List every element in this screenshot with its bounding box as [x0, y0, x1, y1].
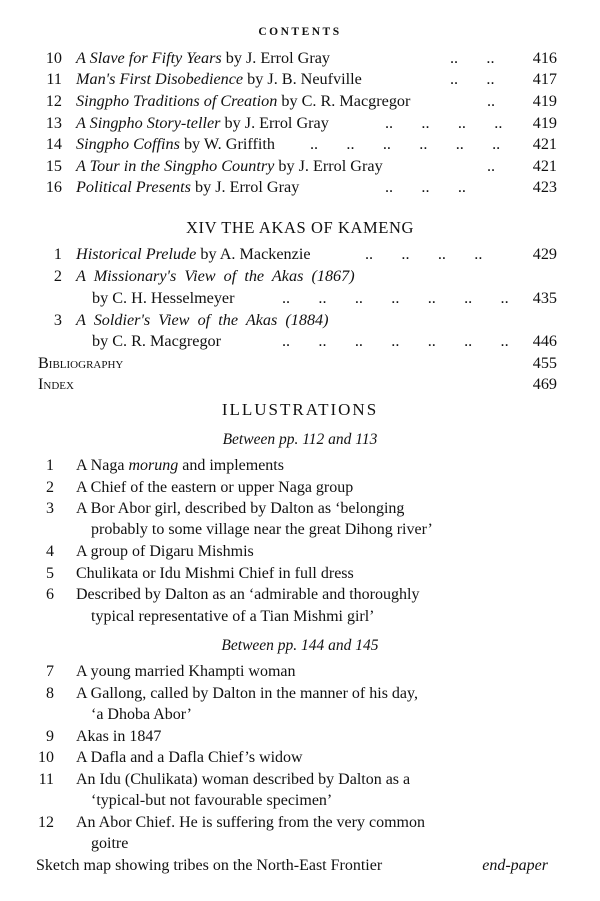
entry-page: 446: [532, 332, 557, 350]
illustration-item: [0, 726, 600, 748]
contents-entry: [0, 47, 600, 69]
leader-dots: .. .. ..: [385, 178, 466, 196]
entry-page: 417: [532, 70, 557, 88]
item-text: A group of Digaru Mishmis: [76, 543, 254, 560]
end-paper-label: end-paper: [482, 857, 548, 874]
entry-author: by J. Errol Gray: [220, 114, 329, 132]
item-text: Chulikata or Idu Mishmi Chief in full dress: [76, 565, 354, 582]
item-text: An Abor Chief. He is suffering from the very common: [76, 814, 425, 831]
contents-entry: [0, 243, 600, 265]
entry-page: 419: [532, 92, 557, 110]
item-number: 10: [38, 749, 54, 766]
entry-title: A Slave for Fifty Years: [76, 49, 222, 67]
entry-page: 416: [532, 49, 557, 67]
entry-author: by J. Errol Gray: [274, 157, 383, 175]
entry-title: Man's First Disobedience: [76, 70, 244, 88]
item-number: 7: [46, 663, 54, 680]
item-number: 2: [46, 479, 54, 496]
item-text: A Naga: [76, 457, 129, 474]
index-entry: [0, 373, 600, 395]
entry-page: 429: [532, 245, 557, 263]
item-number: 11: [38, 771, 54, 788]
item-text: A Chief of the eastern or upper Naga group: [76, 479, 354, 496]
entry-page: 421: [532, 157, 557, 175]
leader-dots: .. .. .. .. .. ..: [310, 135, 501, 153]
entry-author: by C. R. Macgregor: [92, 332, 222, 350]
leader-dots: .. .. .. .. .. .. ..: [282, 289, 509, 307]
item-number: 9: [46, 728, 54, 745]
illustration-item-continued: [0, 704, 600, 726]
bibliography-entry: [0, 352, 600, 374]
entry-author: by C. H. Hesselmeyer: [92, 289, 235, 307]
item-text: A Gallong, called by Dalton in the manner of his day,: [76, 685, 418, 702]
entry-page: 435: [532, 289, 557, 307]
index-label: Index: [38, 375, 74, 393]
contents-entry: [0, 112, 600, 134]
entry-title: Political Presents: [76, 178, 191, 196]
item-text: goitre: [91, 835, 129, 852]
entry-number: 16: [45, 178, 62, 196]
contents-entry: [0, 309, 600, 331]
leader-dots: ..: [487, 157, 496, 175]
entry-number: 14: [45, 135, 62, 153]
illustration-item: [0, 769, 600, 791]
item-text: and implements: [178, 457, 284, 474]
illustration-item: [0, 747, 600, 769]
entry-number: 1: [53, 245, 62, 263]
leader-dots: .. .. .. ..: [365, 245, 483, 263]
entry-title: Singpho Traditions of Creation: [76, 92, 278, 110]
illustration-item-continued: [0, 519, 600, 541]
bibliography-label: Bibliography: [38, 354, 124, 372]
entry-page: 469: [532, 375, 557, 393]
leader-dots: .. ..: [450, 49, 495, 67]
entry-title: Historical Prelude: [76, 245, 197, 263]
contents-entry: [0, 265, 600, 287]
contents-entry: [0, 90, 600, 112]
item-number: 6: [46, 586, 54, 603]
illustration-item-continued: [0, 606, 600, 628]
item-number: 4: [46, 543, 54, 560]
illustration-item-continued: [0, 833, 600, 855]
entry-page: 455: [532, 354, 557, 372]
entry-number: 15: [45, 157, 62, 175]
contents-entry: [0, 176, 600, 198]
contents-entry-continued: [0, 330, 600, 352]
illustrations-group-label: Between pp. 144 and 145: [221, 637, 379, 654]
leader-dots: ..: [487, 92, 496, 110]
item-text: typical representative of a Tian Mishmi girl’: [91, 608, 375, 625]
item-number: 8: [46, 685, 54, 702]
entry-number: 13: [45, 114, 62, 132]
leader-dots: .. ..: [450, 70, 495, 88]
illustration-item-continued: [0, 790, 600, 812]
illustrations-heading: ILLUSTRATIONS: [221, 400, 379, 419]
entry-number: 11: [46, 70, 62, 88]
illustration-item: [0, 661, 600, 683]
contents-entry: [0, 155, 600, 177]
item-text: Akas in 1847: [76, 728, 162, 745]
entry-number: 3: [53, 311, 62, 329]
illustration-item: [0, 455, 600, 477]
entry-title: A Singpho Story-teller: [76, 114, 221, 132]
entry-title: A Missionary's View of the Akas (1867): [76, 267, 355, 285]
illustration-item: [0, 541, 600, 563]
item-text: A Bor Abor girl, described by Dalton as ‘belonging: [76, 500, 405, 517]
item-number: 1: [46, 457, 54, 474]
entry-number: 2: [53, 267, 62, 285]
contents-entry: [0, 133, 600, 155]
running-head: CONTENTS: [258, 26, 342, 38]
entry-author: by C. R. Macgregor: [277, 92, 411, 110]
item-text: ‘typical-but not favourable specimen’: [91, 792, 333, 809]
item-text: probably to some village near the great Dihong river’: [91, 521, 433, 538]
entry-number: 10: [45, 49, 62, 67]
entry-author: by J. B. Neufville: [243, 70, 362, 88]
section-heading: XIV THE AKAS OF KAMENG: [185, 218, 415, 237]
item-text: An Idu (Chulikata) woman described by Dalton as a: [76, 771, 411, 788]
entry-author: by A. Mackenzie: [196, 245, 311, 263]
entry-number: 12: [45, 92, 62, 110]
contents-entry-continued: [0, 287, 600, 309]
illustrations-group-label: Between pp. 112 and 113: [222, 431, 378, 448]
sketch-map-entry: Sketch map showing tribes on the North-East Frontier: [36, 857, 383, 874]
entry-title: A Soldier's View of the Akas (1884): [76, 311, 329, 329]
item-number: 5: [46, 565, 54, 582]
entry-title: Singpho Coffins: [76, 135, 180, 153]
item-text: A young married Khampti woman: [76, 663, 296, 680]
entry-title: A Tour in the Singpho Country: [76, 157, 275, 175]
illustration-item: [0, 563, 600, 585]
contents-entry: [0, 68, 600, 90]
entry-author: by J. Errol Gray: [190, 178, 300, 196]
entry-page: 423: [532, 178, 557, 196]
item-text: Described by Dalton as an ‘admirable and thoroughly: [76, 586, 420, 603]
leader-dots: .. .. .. .. .. .. ..: [282, 332, 509, 350]
entry-page: 421: [532, 135, 557, 153]
entry-author: by J. Errol Gray: [221, 49, 331, 67]
entry-page: 419: [532, 114, 557, 132]
entry-author: by W. Griffith: [179, 135, 275, 153]
illustration-item: [0, 477, 600, 499]
illustration-item: [0, 498, 600, 520]
item-text-italic: morung: [128, 457, 179, 474]
item-number: 3: [46, 500, 54, 517]
illustration-item: [0, 584, 600, 606]
item-text: ‘a Dhoba Abor’: [91, 706, 193, 723]
item-text: A Dafla and a Dafla Chief’s widow: [76, 749, 303, 766]
item-number: 12: [38, 814, 54, 831]
illustration-item: [0, 812, 600, 834]
leader-dots: .. .. .. ..: [385, 114, 503, 132]
illustration-item: [0, 683, 600, 705]
